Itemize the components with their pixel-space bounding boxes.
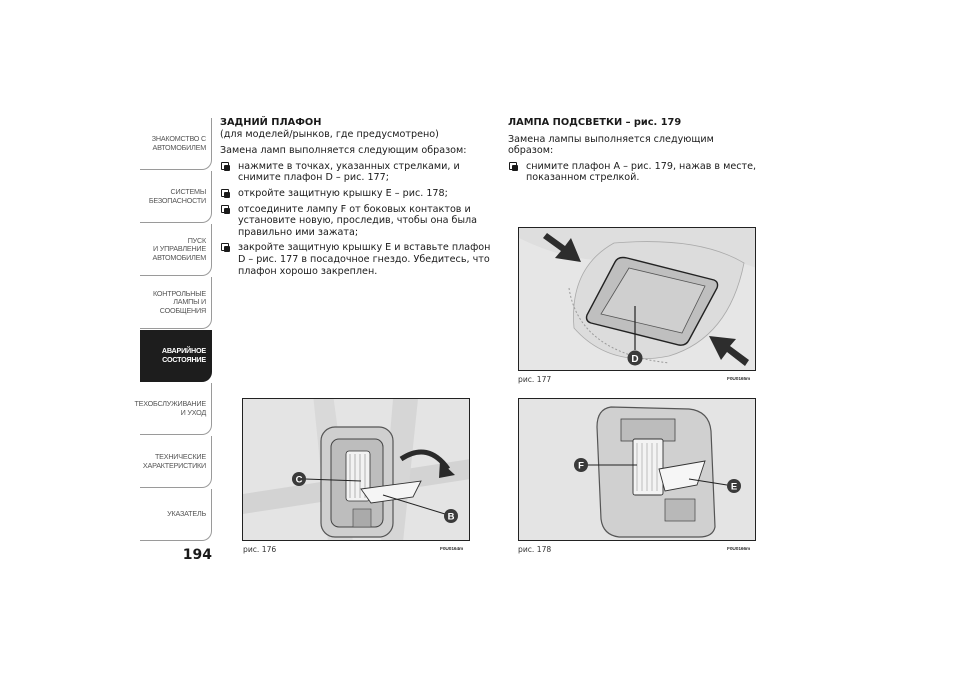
- label-c: C: [295, 474, 303, 486]
- figure-177: [518, 227, 756, 371]
- step-text: нажмите в точках, указанных стрелками, и снимите плафон D – рис. 177;: [238, 160, 460, 184]
- tab-emergency[interactable]: АВАРИЙНОЕ СОСТОЯНИЕ: [140, 330, 212, 382]
- step-text: откройте защитную крышку E – рис. 178;: [238, 187, 448, 199]
- checkbox-bullet-icon: [221, 243, 229, 251]
- section-title: ЗАДНИЙ ПЛАФОН: [220, 117, 322, 128]
- figure-177-code: F0U0165m: [727, 377, 751, 382]
- rear-dome-light-section: [220, 117, 492, 281]
- figure-176: [242, 398, 470, 541]
- label-b-marker: [444, 509, 458, 523]
- section-subtitle: (для моделей/рынков, где предусмотрено): [220, 128, 439, 140]
- list-item: [220, 204, 492, 239]
- checkbox-bullet-icon: [509, 162, 517, 170]
- list-item: [508, 161, 760, 184]
- checkbox-bullet-icon: [221, 189, 229, 197]
- label-e-marker: [727, 479, 741, 493]
- list-item: [220, 161, 492, 184]
- tab-technical-specs[interactable]: ТЕХНИЧЕСКИЕ ХАРАКТЕРИСТИКИ: [140, 436, 212, 488]
- label-f: F: [578, 460, 584, 472]
- list-item: [220, 188, 492, 200]
- tab-safety-systems[interactable]: СИСТЕМЫ БЕЗОПАСНОСТИ: [140, 171, 212, 223]
- figure-178-caption: рис. 178: [518, 545, 552, 554]
- tab-warning-lights[interactable]: КОНТРОЛЬНЫЕ ЛАМПЫ И СООБЩЕНИЯ: [140, 277, 212, 329]
- step-list: [508, 161, 760, 184]
- backlight-lamp-section: [508, 117, 760, 188]
- step-list: [220, 161, 492, 277]
- step-text: закройте защитную крышку E и вставьте плафон D – рис. 177 в посадочное гнездо. Убедитесь, что плафон хорошо закреплен.: [238, 242, 491, 277]
- label-d: D: [631, 353, 639, 365]
- figure-178: [518, 398, 756, 541]
- list-item: [220, 242, 492, 277]
- dome-light-closed-illustration: [519, 228, 756, 371]
- section-intro: Замена лампы выполняется следующим образом:: [508, 133, 714, 157]
- label-c-marker: [292, 472, 306, 486]
- section-intro: Замена ламп выполняется следующим образом:: [220, 145, 467, 157]
- dome-light-open-illustration: [243, 399, 470, 541]
- label-e: E: [730, 481, 738, 493]
- tab-getting-to-know[interactable]: ЗНАКОМСТВО С АВТОМОБИЛЕМ: [140, 118, 212, 170]
- label-d-marker: [628, 351, 643, 366]
- label-b: B: [447, 511, 455, 523]
- tab-maintenance[interactable]: ТЕХОБСЛУЖИВАНИЕ И УХОД: [140, 383, 212, 435]
- figure-177-caption: рис. 177: [518, 375, 552, 384]
- checkbox-bullet-icon: [221, 162, 229, 170]
- dome-light-cover-open-illustration: [519, 399, 756, 541]
- step-text: отсоедините лампу F от боковых контактов и установите новую, проследив, чтобы она была правильно ими зажата;: [238, 203, 478, 238]
- label-f-marker: [574, 458, 588, 472]
- tab-starting-driving[interactable]: ПУСК И УПРАВЛЕНИЕ АВТОМОБИЛЕМ: [140, 224, 212, 276]
- tab-index[interactable]: УКАЗАТЕЛЬ: [140, 489, 212, 541]
- figure-176-caption: рис. 176: [243, 545, 277, 554]
- figure-178-code: F0U0166m: [727, 547, 751, 552]
- checkbox-bullet-icon: [221, 205, 229, 213]
- step-text: снимите плафон A – рис. 179, нажав в месте, показанном стрелкой.: [526, 160, 757, 184]
- section-title: ЛАМПА ПОДСВЕТКИ – рис. 179: [508, 117, 682, 128]
- figure-176-code: F0U0164m: [440, 547, 464, 552]
- page-number: 194: [182, 547, 212, 563]
